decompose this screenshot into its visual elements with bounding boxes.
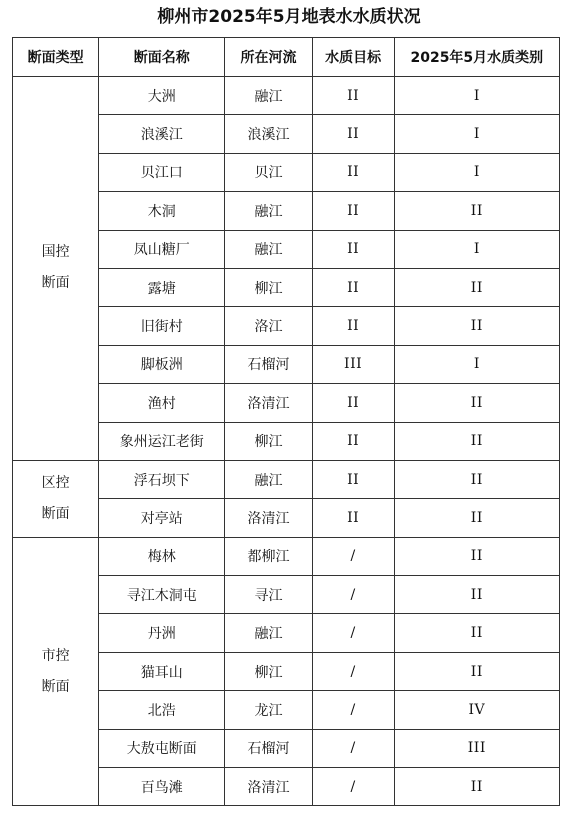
river-cell: 石榴河	[225, 345, 312, 383]
table-row	[13, 537, 560, 575]
header-river: 所在河流	[225, 38, 312, 77]
quality-category-cell: I	[394, 230, 559, 268]
table-header-row	[13, 38, 560, 77]
quality-target-cell: II	[312, 422, 394, 460]
section-name-cell: 浪溪江	[99, 115, 225, 153]
header-section-name: 断面名称	[99, 38, 225, 77]
quality-target-cell: II	[312, 268, 394, 306]
section-type-cell	[13, 460, 99, 537]
river-cell: 融江	[225, 230, 312, 268]
river-cell: 柳江	[225, 422, 312, 460]
river-cell: 贝江	[225, 153, 312, 191]
river-cell: 石榴河	[225, 729, 312, 767]
river-cell: 洛清江	[225, 499, 312, 537]
section-name-cell: 寻江木洞屯	[99, 576, 225, 614]
quality-target-cell: II	[312, 77, 394, 115]
quality-target-cell: II	[312, 192, 394, 230]
section-name-cell: 大洲	[99, 77, 225, 115]
quality-category-cell: II	[394, 499, 559, 537]
quality-category-cell: II	[394, 192, 559, 230]
quality-target-cell: II	[312, 230, 394, 268]
header-section-type: 断面类型	[13, 38, 99, 77]
section-name-cell: 露塘	[99, 268, 225, 306]
section-type-line1: 国控	[41, 244, 70, 261]
river-cell: 柳江	[225, 268, 312, 306]
section-name-cell: 梅林	[99, 537, 225, 575]
header-quality-category: 2025年5月水质类别	[394, 38, 559, 77]
quality-target-cell: III	[312, 345, 394, 383]
river-cell: 融江	[225, 192, 312, 230]
water-quality-table	[12, 37, 560, 806]
section-name-cell: 旧街村	[99, 307, 225, 345]
section-name-cell: 贝江口	[99, 153, 225, 191]
section-type-line2: 断面	[41, 505, 70, 522]
page-title: 柳州市2025年5月地表水水质状况	[157, 7, 421, 27]
quality-category-cell: IV	[394, 691, 559, 729]
section-type-cell	[13, 77, 99, 461]
quality-category-cell: II	[394, 384, 559, 422]
quality-target-cell: /	[312, 729, 394, 767]
table-row	[13, 460, 560, 498]
section-type-line1: 区控	[41, 474, 70, 491]
section-type-line1: 市控	[41, 647, 70, 664]
section-name-cell: 百鸟滩	[99, 768, 225, 806]
quality-target-cell: /	[312, 768, 394, 806]
section-name-cell: 对亭站	[99, 499, 225, 537]
section-name-cell: 木洞	[99, 192, 225, 230]
section-type-line2: 断面	[41, 678, 70, 695]
section-name-cell: 浮石坝下	[99, 460, 225, 498]
section-name-cell: 脚板洲	[99, 345, 225, 383]
section-name-cell: 北浩	[99, 691, 225, 729]
river-cell: 柳江	[225, 652, 312, 690]
quality-target-cell: /	[312, 614, 394, 652]
quality-category-cell: I	[394, 153, 559, 191]
river-cell: 都柳江	[225, 537, 312, 575]
quality-target-cell: II	[312, 307, 394, 345]
quality-target-cell: /	[312, 652, 394, 690]
quality-target-cell: II	[312, 460, 394, 498]
river-cell: 洛江	[225, 307, 312, 345]
quality-category-cell: II	[394, 652, 559, 690]
quality-target-cell: II	[312, 115, 394, 153]
quality-target-cell: II	[312, 499, 394, 537]
river-cell: 洛清江	[225, 768, 312, 806]
quality-category-cell: III	[394, 729, 559, 767]
quality-target-cell: II	[312, 384, 394, 422]
river-cell: 洛清江	[225, 384, 312, 422]
quality-category-cell: I	[394, 345, 559, 383]
section-name-cell: 渔村	[99, 384, 225, 422]
section-type-cell	[13, 537, 99, 806]
quality-category-cell: II	[394, 576, 559, 614]
quality-category-cell: II	[394, 614, 559, 652]
section-name-cell: 象州运江老街	[99, 422, 225, 460]
quality-category-cell: II	[394, 537, 559, 575]
quality-category-cell: II	[394, 268, 559, 306]
quality-category-cell: II	[394, 307, 559, 345]
section-type-line2: 断面	[41, 275, 70, 292]
section-name-cell: 大敖屯断面	[99, 729, 225, 767]
river-cell: 融江	[225, 460, 312, 498]
quality-category-cell: I	[394, 115, 559, 153]
river-cell: 融江	[225, 77, 312, 115]
quality-category-cell: II	[394, 460, 559, 498]
section-name-cell: 凤山糖厂	[99, 230, 225, 268]
quality-target-cell: /	[312, 576, 394, 614]
quality-target-cell: /	[312, 691, 394, 729]
river-cell: 寻江	[225, 576, 312, 614]
quality-target-cell: /	[312, 537, 394, 575]
river-cell: 融江	[225, 614, 312, 652]
header-quality-target: 水质目标	[312, 38, 394, 77]
quality-category-cell: I	[394, 77, 559, 115]
section-name-cell: 猫耳山	[99, 652, 225, 690]
quality-category-cell: II	[394, 768, 559, 806]
table-row	[13, 77, 560, 115]
quality-category-cell: II	[394, 422, 559, 460]
section-name-cell: 丹洲	[99, 614, 225, 652]
river-cell: 龙江	[225, 691, 312, 729]
quality-target-cell: II	[312, 153, 394, 191]
river-cell: 浪溪江	[225, 115, 312, 153]
